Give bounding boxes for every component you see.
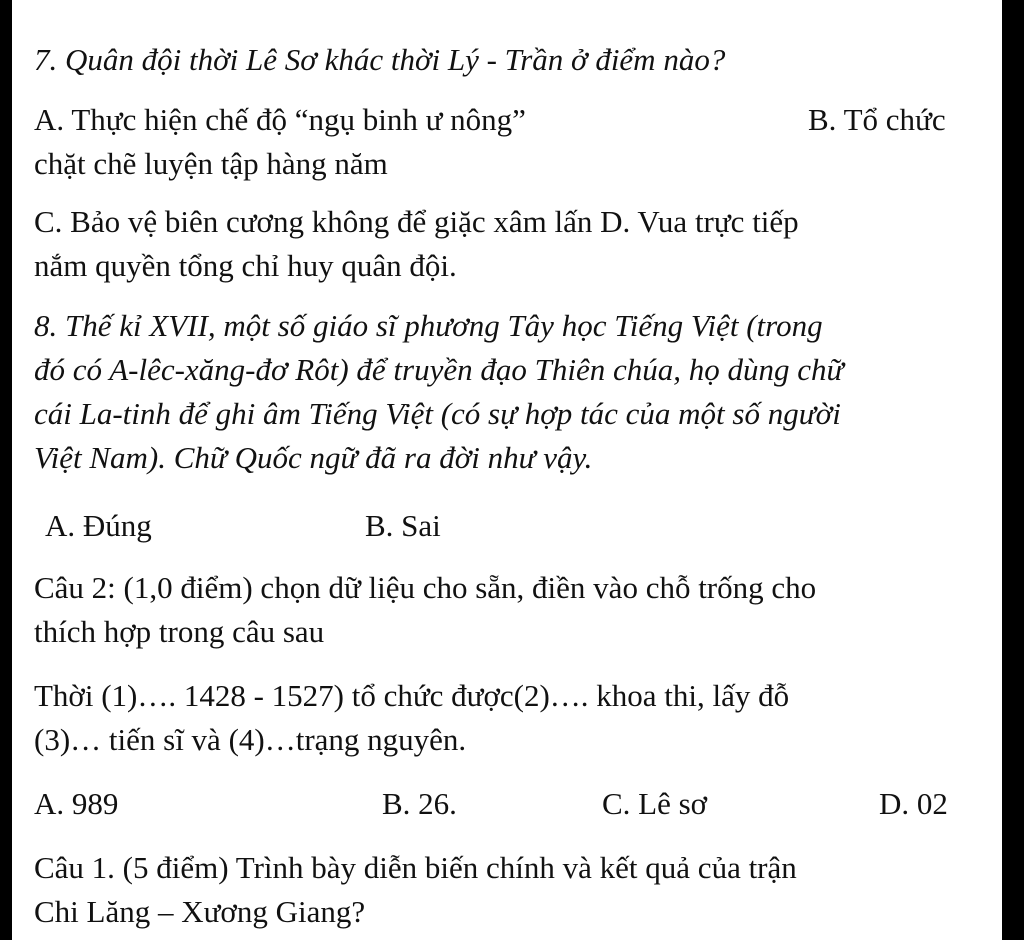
cau-1-line-1: Câu 1. (5 điểm) Trình bày diễn biến chính và kết quả của trận xyxy=(34,850,797,885)
cau-2-fill-line-2: (3)… tiến sĩ và (4)…trạng nguyên. xyxy=(34,722,467,757)
cau-2-option-c: C. Lê sơ xyxy=(602,786,708,821)
cau-2-option-b: B. 26. xyxy=(382,786,457,821)
question-7-option-c-d: C. Bảo vệ biên cương không để giặc xâm lấn D. Vua trực tiếp xyxy=(34,204,799,239)
question-7-option-b: B. Tổ chức xyxy=(808,102,946,137)
cau-2-line-2: thích hợp trong câu sau xyxy=(34,614,325,649)
question-7-option-d-continued: nắm quyền tổng chỉ huy quân đội. xyxy=(34,248,457,283)
cau-2-option-a: A. 989 xyxy=(34,786,119,821)
cau-1-line-2: Chi Lăng – Xương Giang? xyxy=(34,894,366,929)
question-8-line-2: đó có A-lêc-xăng-đơ Rôt) để truyền đạo Thiên chúa, họ dùng chữ xyxy=(34,352,844,387)
question-7-option-a: A. Thực hiện chế độ “ngụ binh ư nông” xyxy=(34,102,526,137)
cau-2-option-d: D. 02 xyxy=(879,786,948,821)
question-8-line-4: Việt Nam). Chữ Quốc ngữ đã ra đời như vậy. xyxy=(34,440,593,475)
question-7-option-b-continued: chặt chẽ luyện tập hàng năm xyxy=(34,146,388,181)
cau-2-fill-line-1: Thời (1)…. 1428 - 1527) tổ chức được(2)…. khoa thi, lấy đỗ xyxy=(34,678,790,713)
question-8-option-b: B. Sai xyxy=(365,508,441,543)
question-8-line-1: 8. Thế kỉ XVII, một số giáo sĩ phương Tây học Tiếng Việt (trong xyxy=(34,308,823,343)
question-8-option-a: A. Đúng xyxy=(45,508,152,543)
cau-2-line-1: Câu 2: (1,0 điểm) chọn dữ liệu cho sẵn, điền vào chỗ trống cho xyxy=(34,570,817,605)
document-page xyxy=(12,0,1002,940)
question-7-title: 7. Quân đội thời Lê Sơ khác thời Lý - Trần ở điểm nào? xyxy=(34,42,726,77)
question-8-line-3: cái La-tinh để ghi âm Tiếng Việt (có sự hợp tác của một số người xyxy=(34,396,841,431)
